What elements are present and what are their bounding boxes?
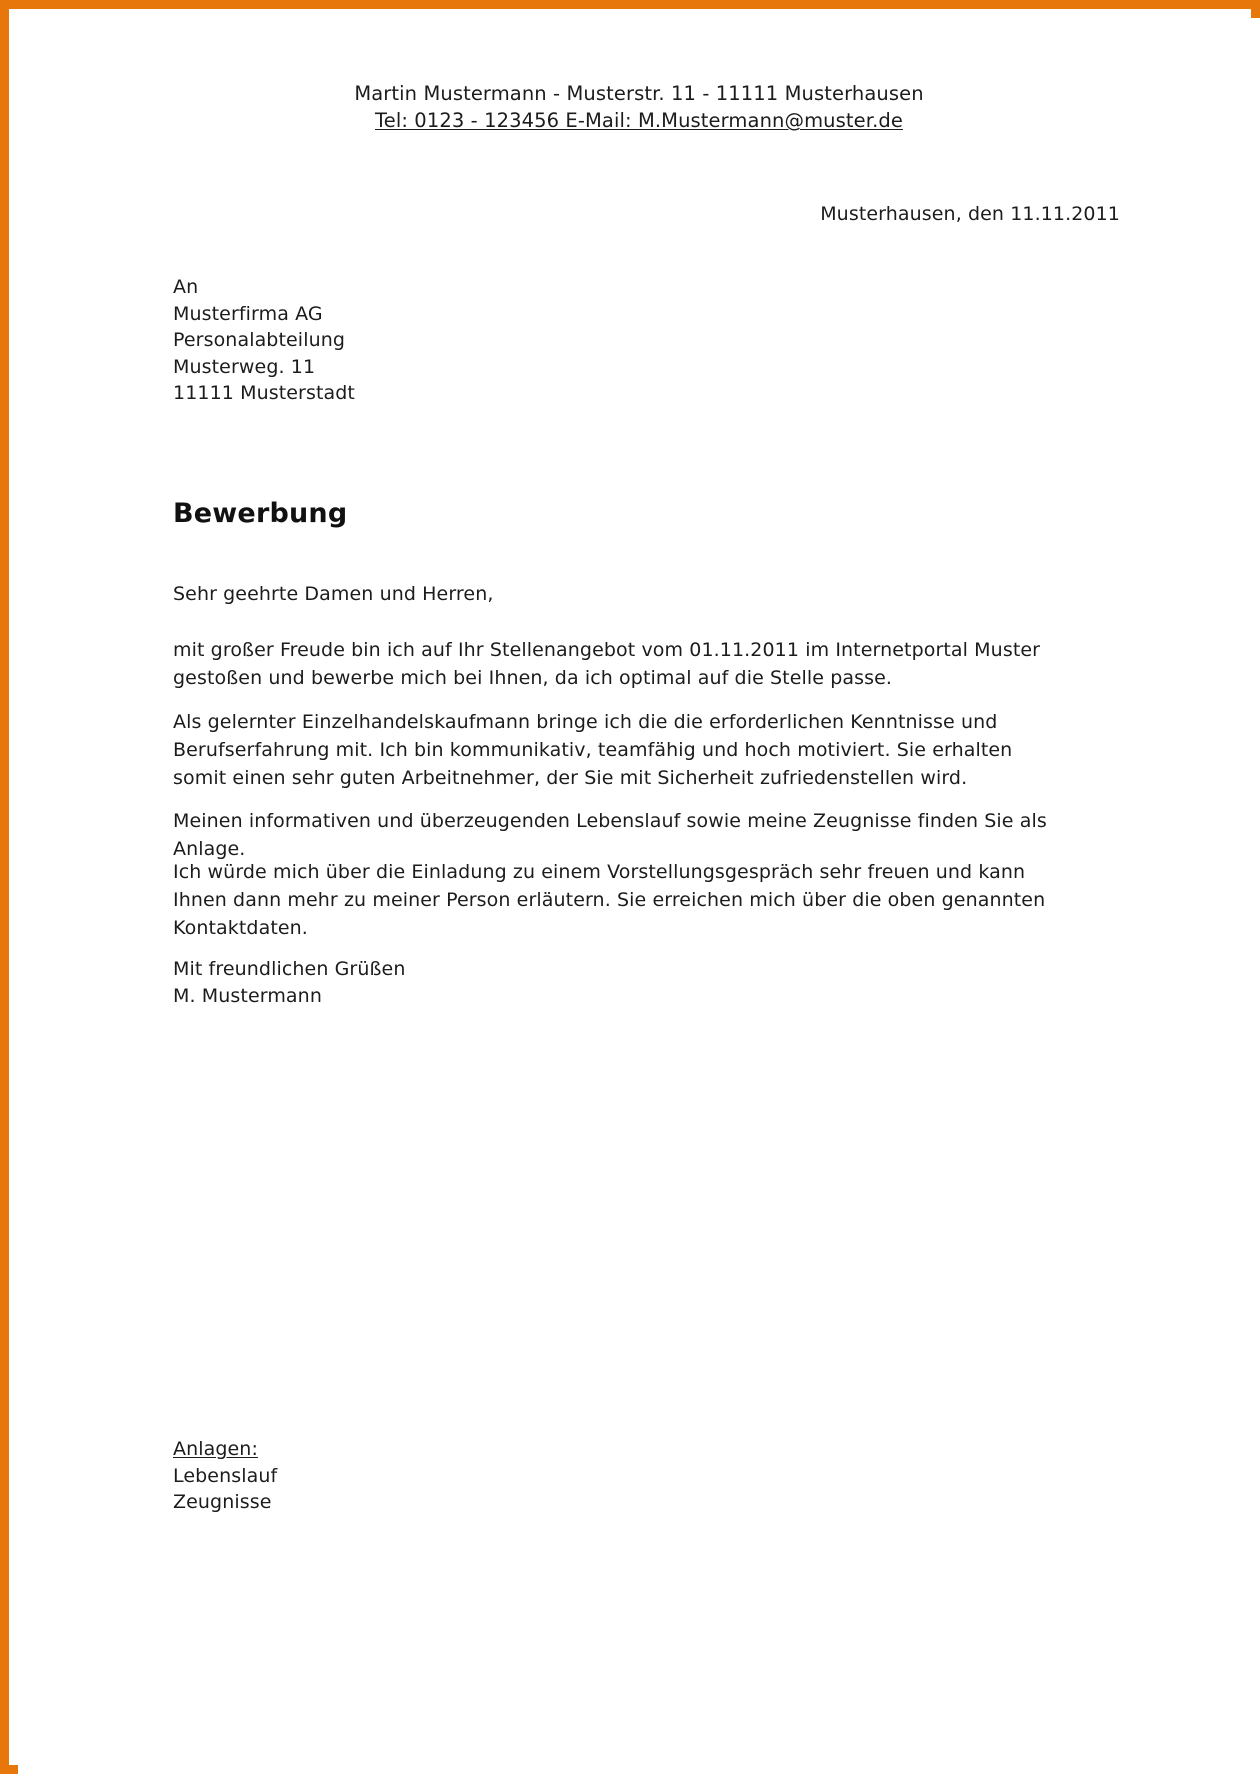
recipient-line-department: Personalabteilung xyxy=(173,329,346,351)
closing-greeting: Mit freundlichen Grüßen xyxy=(173,958,406,980)
signature-name: M. Mustermann xyxy=(173,984,322,1007)
sender-contact-line: Tel: 0123 - 123456 E-Mail: M.Mustermann@muster.de xyxy=(375,109,903,132)
attachment-item-zeugnisse: Zeugnisse xyxy=(173,1491,272,1513)
sender-address-line: Martin Mustermann - Musterstr. 11 - 11111 Musterhausen xyxy=(354,82,924,105)
recipient-line-city: 11111 Musterstadt xyxy=(173,382,355,404)
attachments-title: Anlagen: xyxy=(173,1438,258,1460)
recipient-line-street: Musterweg. 11 xyxy=(173,355,316,378)
letterhead xyxy=(18,80,1260,134)
body-paragraph-3: Meinen informativen und überzeugenden Lebenslauf sowie meine Zeugnisse finden Sie als Anlage. xyxy=(173,810,1047,860)
salutation: Sehr geehrte Damen und Herren, xyxy=(173,583,494,605)
recipient-line-company: Musterfirma AG xyxy=(173,302,323,325)
attachments-block xyxy=(173,1436,277,1516)
date-line: Musterhausen, den 11.11.2011 xyxy=(820,203,1120,225)
body-paragraph-1: mit großer Freude bin ich auf Ihr Stellenangebot vom 01.11.2011 im Internetportal Muster gestoßen und bewerbe mich bei Ihnen, da ich optimal auf die Stelle passe. xyxy=(173,639,1041,689)
letter-sheet xyxy=(18,18,1260,1774)
body-paragraph-2: Als gelernter Einzelhandelskaufmann bringe ich die die erforderlichen Kenntnisse und Berufserfahrung mit. Ich bin kommunikativ, teamfähig und hoch motiviert. Sie erhalten somit einen sehr guten Arbeitnehmer, der Sie mit Sicherheit zufriedenstellen wird. xyxy=(173,711,1013,789)
recipient-line-an: An xyxy=(173,276,199,298)
body-paragraph-4: Ich würde mich über die Einladung zu einem Vorstellungsgespräch sehr freuen und kann Ihnen dann mehr zu meiner Person erläutern. Sie erreichen mich über die oben genannten Kontaktdaten. xyxy=(173,861,1046,939)
attachment-item-lebenslauf: Lebenslauf xyxy=(173,1464,278,1487)
closing-block xyxy=(173,956,405,1009)
subject-heading: Bewerbung xyxy=(173,498,348,529)
recipient-address-block xyxy=(173,274,355,407)
